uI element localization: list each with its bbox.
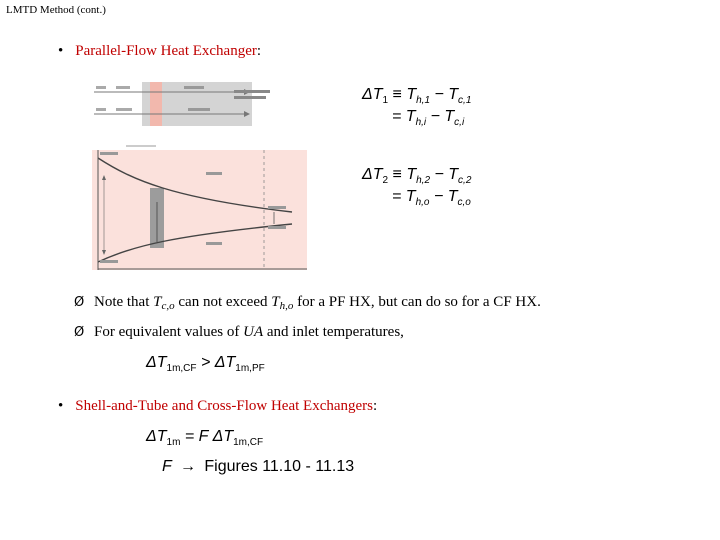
greater-than-sign: > xyxy=(200,354,211,371)
delta-t-symbol: ΔT xyxy=(212,428,234,445)
section-title: Shell-and-Tube and Cross-Flow Heat Exchangers xyxy=(75,398,373,414)
minus-sign: − xyxy=(434,86,444,103)
section-parallel-flow-heading xyxy=(58,42,261,60)
subscript: h,2 xyxy=(416,175,431,186)
note-text: and inlet temperatures, xyxy=(266,324,404,340)
right-arrow-icon: → xyxy=(179,458,196,475)
subscript: c,2 xyxy=(458,175,472,186)
equivalence-sign: ≡ xyxy=(392,86,402,103)
t-symbol: T xyxy=(448,166,459,183)
minus-sign: − xyxy=(434,166,444,183)
parallel-flow-schematic-figure xyxy=(94,78,276,130)
section-shell-and-tube-heading xyxy=(58,397,377,415)
subscript: c,o xyxy=(457,197,471,208)
equals-sign: = xyxy=(392,108,402,125)
f-symbol: F xyxy=(198,428,209,445)
minus-sign: − xyxy=(433,188,444,205)
page-header: LMTD Method (cont.) xyxy=(6,4,106,16)
t-symbol: T xyxy=(153,294,162,310)
delta-t-symbol: ΔT xyxy=(362,166,383,183)
subscript: h,o xyxy=(415,197,430,208)
note-text: can not exceed xyxy=(178,294,268,310)
subscript: 1m,PF xyxy=(235,363,265,374)
note-outlet-temperature xyxy=(74,294,541,311)
subscript: c,i xyxy=(454,117,465,128)
equals-sign: = xyxy=(392,188,402,205)
minus-sign: − xyxy=(430,108,440,125)
note-text: Note that xyxy=(93,294,150,310)
subscript: 1m,CF xyxy=(166,363,197,374)
f-symbol: F xyxy=(162,458,172,475)
colon: : xyxy=(373,398,378,414)
delta-t-symbol: ΔT xyxy=(214,354,236,371)
subscript: 1m,CF xyxy=(233,437,264,448)
subscript: c,o xyxy=(161,300,175,312)
subscript: 1m xyxy=(166,437,181,448)
figures-range-text: Figures 11.10 - 11.13 xyxy=(204,458,355,475)
subscript: 1 xyxy=(382,95,389,106)
delta-t2-outlet-form xyxy=(392,188,471,206)
note-text: for a PF HX, but can do so for a CF HX. xyxy=(297,294,541,310)
t-symbol: T xyxy=(271,294,280,310)
delta-t-symbol: ΔT xyxy=(146,354,167,371)
t-symbol: T xyxy=(444,108,455,125)
note-text: For equivalent values of xyxy=(93,324,240,340)
dx-marker xyxy=(126,136,156,142)
section-title: Parallel-Flow Heat Exchanger xyxy=(75,43,257,59)
t-symbol: T xyxy=(406,86,417,103)
ua-symbol: UA xyxy=(243,324,264,340)
delta-t-symbol: ΔT xyxy=(146,428,167,445)
delta-t1-inlet-form xyxy=(392,108,464,126)
subscript: 2 xyxy=(382,175,389,186)
bullet: • xyxy=(58,398,64,414)
bullet: • xyxy=(58,43,64,59)
t-symbol: T xyxy=(447,188,458,205)
subscript: h,o xyxy=(279,300,294,312)
correction-factor-equation xyxy=(146,428,263,446)
figures-reference xyxy=(162,458,354,476)
delta-t2-definition xyxy=(362,166,471,184)
equivalence-sign: ≡ xyxy=(392,166,402,183)
arrow-bullet-icon: Ø xyxy=(74,325,85,340)
t-symbol: T xyxy=(405,188,416,205)
colon: : xyxy=(256,43,262,59)
delta-t-symbol: ΔT xyxy=(362,86,383,103)
subscript: c,1 xyxy=(458,95,472,106)
subscript: h,1 xyxy=(416,95,431,106)
t-symbol: T xyxy=(406,166,417,183)
lmtd-inequality xyxy=(146,354,265,372)
t-symbol: T xyxy=(405,108,416,125)
subscript: h,i xyxy=(415,117,427,128)
temperature-distribution-figure xyxy=(92,150,307,270)
note-equivalent-values xyxy=(74,324,404,341)
equals-sign: = xyxy=(184,428,195,445)
delta-t1-definition xyxy=(362,86,471,104)
t-symbol: T xyxy=(448,86,459,103)
arrow-bullet-icon: Ø xyxy=(74,295,85,310)
